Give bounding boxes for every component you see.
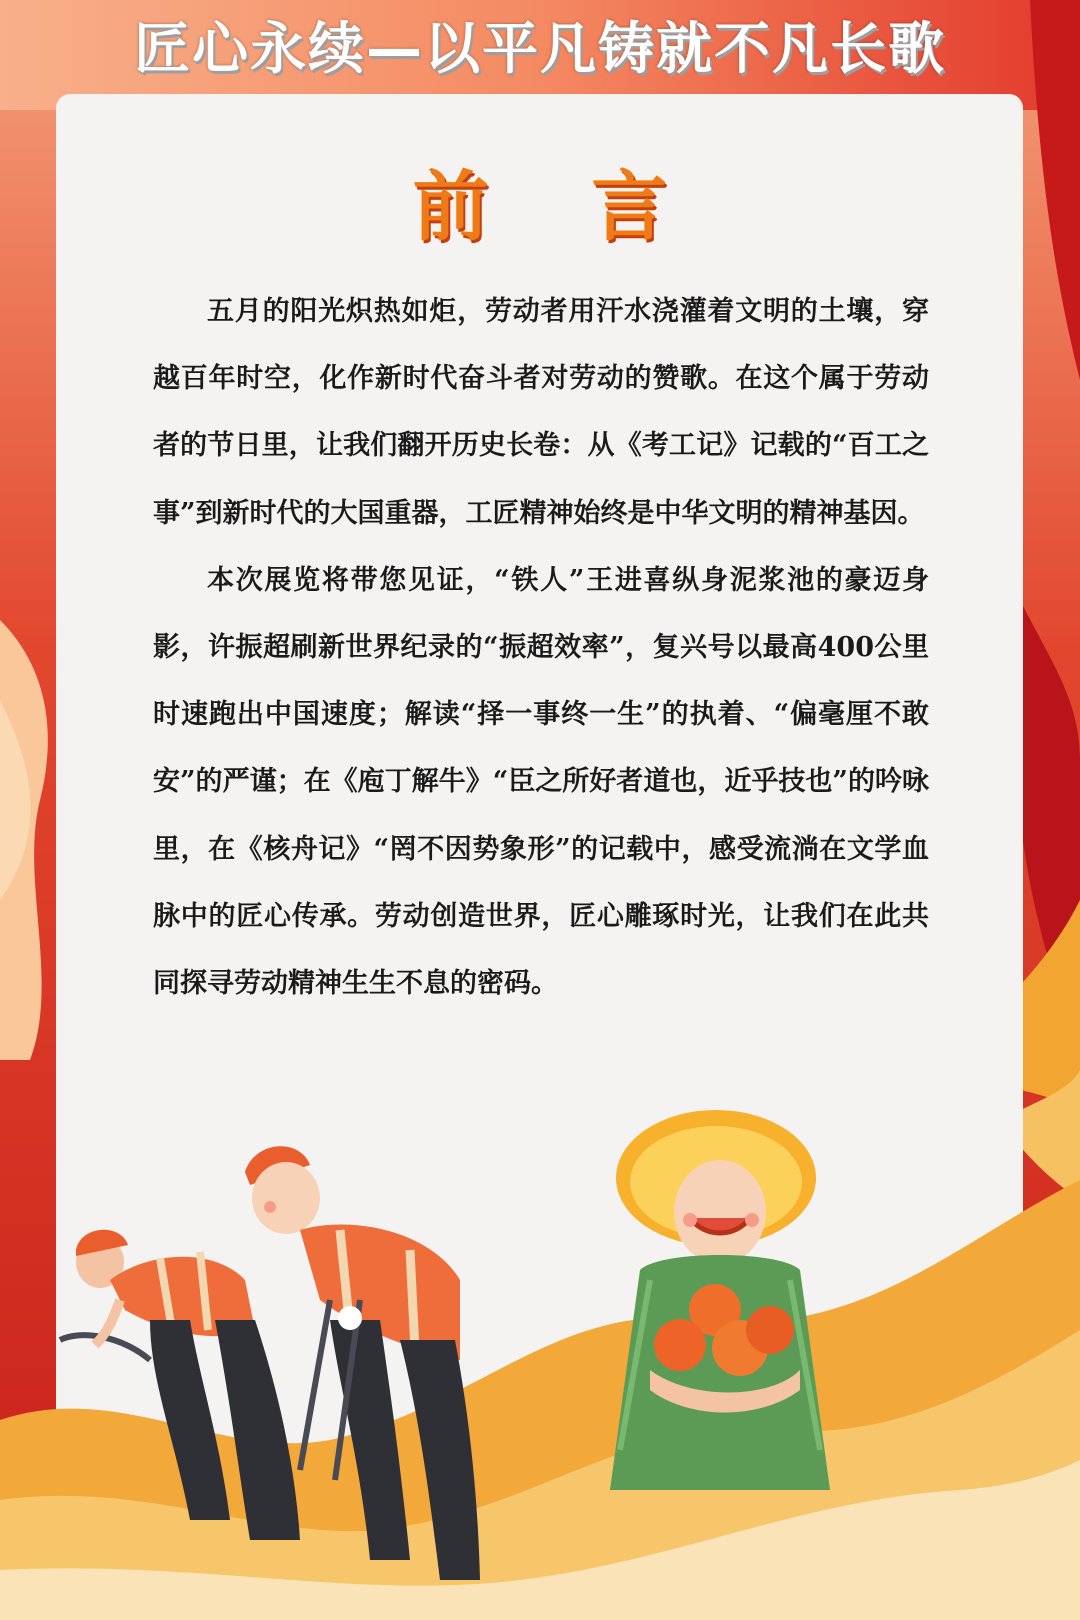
poster-title: 匠心永续—以平凡铸就不凡长歌 — [134, 17, 946, 82]
preface-heading: 前 言 — [412, 162, 706, 251]
preface-paragraph-1: 五月的阳光炽热如炬，劳动者用汗水浇灌着文明的土壤，穿越百年时空，化作新时代奋斗者对劳动的赞歌。在这个属于劳动者的节日里，让我们翻开历史长卷：从《考工记》记载的“百工之事”到新时代的大国重器，工匠精神始终是中华文明的精神基因。 — [153, 296, 929, 529]
preface-body — [153, 278, 929, 1017]
preface-paragraph-2: 本次展览将带您见证，“铁人”王进喜纵身泥浆池的豪迈身影，许振超刷新世界纪录的“振超效率”，复兴号以最高400公里时速跑出中国速度；解读“择一事终一生”的执着、“偏毫厘不敢安”的严谨；在《庖丁解牛》“臣之所好者道也，近乎技也”的吟咏里，在《核舟记》“罔不因势象形”的记载中，感受流淌在文学血脉中的匠心传承。劳动创造世界，匠心雕琢时光，让我们在此共同探寻劳动精神生生不息的密码。 — [153, 564, 929, 1000]
